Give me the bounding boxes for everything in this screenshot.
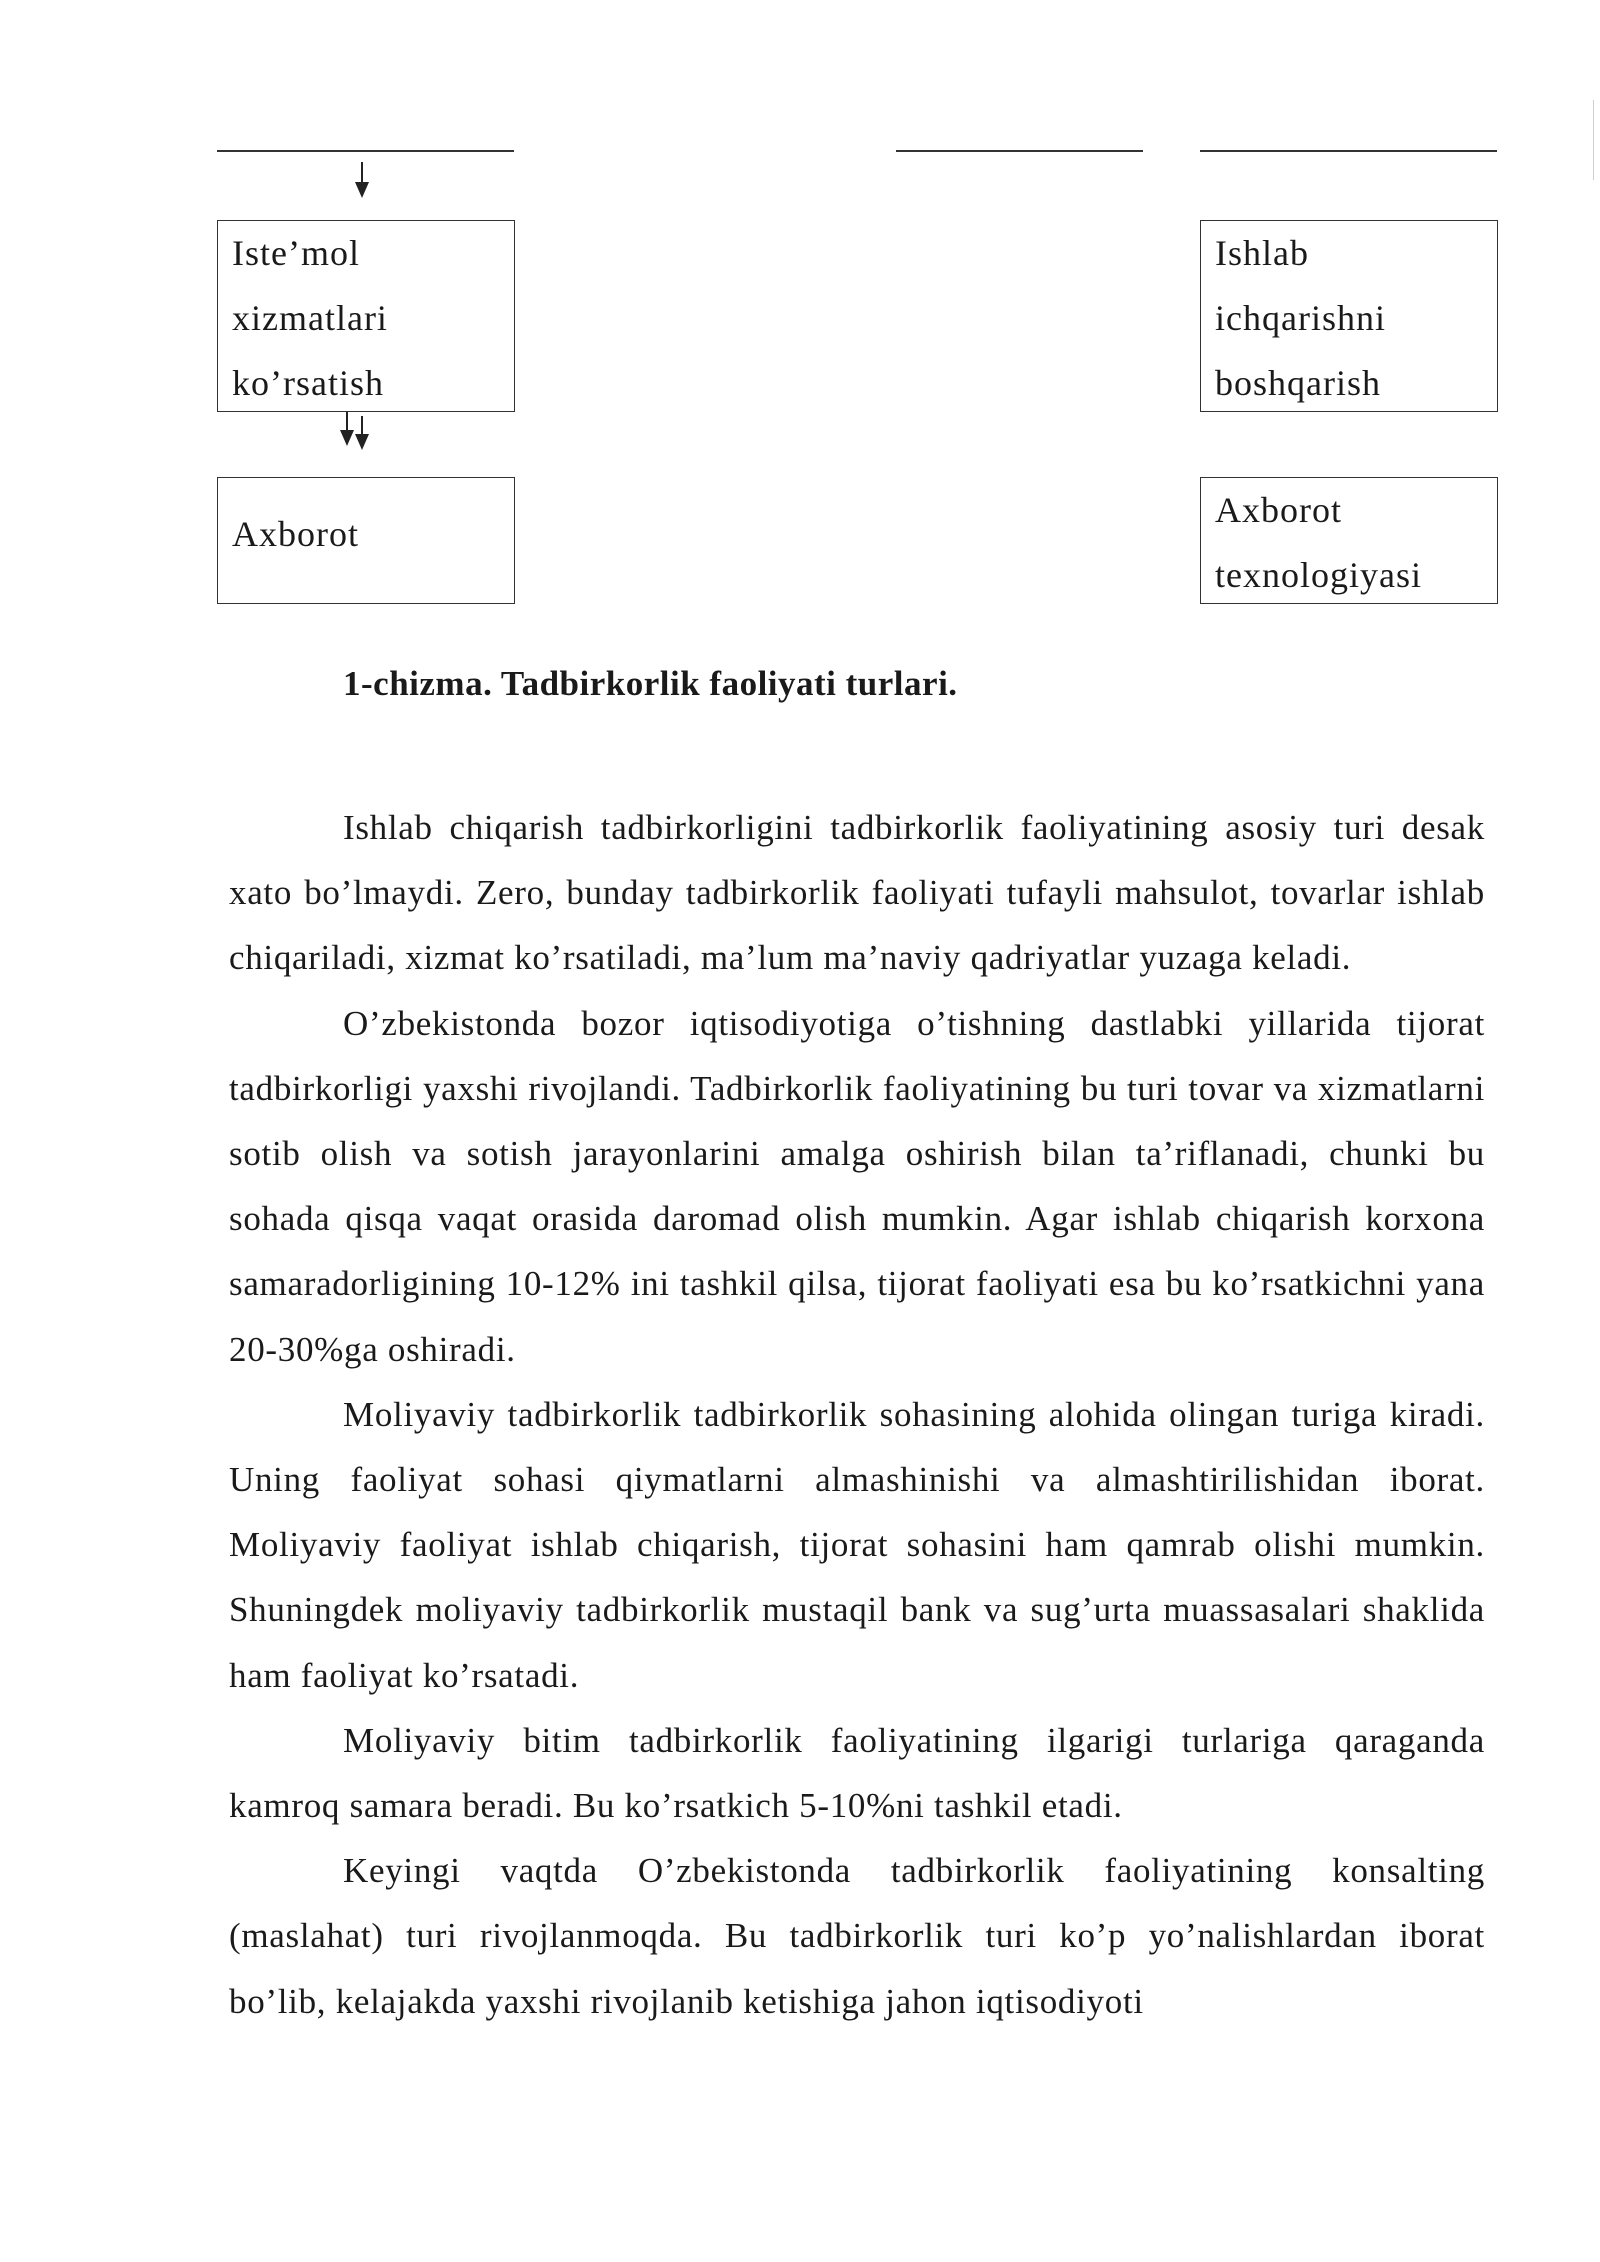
body-text xyxy=(229,795,1485,2034)
box-line: Axborot xyxy=(232,514,359,554)
box-line: Iste’mol xyxy=(232,233,360,273)
arrow-double-down-left xyxy=(340,412,354,446)
paragraph: Moliyaviy tadbirkorlik tadbirkorlik sohasining alohida olingan turiga kiradi. Uning faoliyat sohasi qiymatlarni almashinishi va almashtirilishidan iborat. Moliyaviy faoliyat ishlab chiqarish, tijorat sohasini ham qamrab olishi mumkin. Shuningdek moliyaviy tadbirkorlik mustaqil bank va sug’urta muassasalari shaklida ham faoliyat ko’rsatadi. xyxy=(229,1394,1485,1695)
paragraph: Moliyaviy bitim tadbirkorlik faoliyatining ilgarigi turlariga qaraganda kamroq samara beradi. Bu ko’rsatkich 5-10%ni tashkil etadi. xyxy=(229,1720,1485,1826)
paragraph: Ishlab chiqarish tadbirkorligini tadbirkorlik faoliyatining asosiy turi desak xato bo’lmaydi. Zero, bunday tadbirkorlik faoliyati tufayli mahsulot, tovarlar ishlab chiqariladi, xizmat ko’rsatiladi, ma’lum ma’naviy qadriyatlar yuzaga keladi. xyxy=(229,808,1485,978)
box-line: ko’rsatish xyxy=(232,363,384,403)
box-line: texnologiyasi xyxy=(1215,555,1422,595)
box-line: xizmatlari xyxy=(232,298,388,338)
arrow-double-down-right xyxy=(355,416,369,450)
box-line: Axborot xyxy=(1215,490,1342,530)
box-information xyxy=(217,477,515,604)
box-production-management xyxy=(1200,220,1498,412)
box-information-technology xyxy=(1200,477,1498,604)
box-line: ichqarishni xyxy=(1215,298,1386,338)
box-consumer-services xyxy=(217,220,515,412)
box-line: boshqarish xyxy=(1215,363,1381,403)
figure-caption: 1-chizma. Tadbirkorlik faoliyati turlari. xyxy=(343,664,958,703)
paragraph: Keyingi vaqtda O’zbekistonda tadbirkorlik faoliyatining konsalting (maslahat) turi rivojlanmoqda. Bu tadbirkorlik turi ko’p yo’nalishlardan iborat bo’lib, kelajakda yaxshi rivojlanib ketishiga jahon iqtisodiyoti xyxy=(229,1851,1485,2021)
paragraph: O’zbekistonda bozor iqtisodiyotiga o’tishning dastlabki yillarida tijorat tadbirkorligi yaxshi rivojlandi. Tadbirkorlik faoliyatining bu turi tovar va xizmatlarni sotib olish va sotish jarayonlarini amalga oshirish bilan ta’riflanadi, chunki bu sohada qisqa vaqat orasida daromad olish mumkin. Agar ishlab chiqarish korxona samaradorligining 10-12% ini tashkil qilsa, tijorat faoliyati esa bu ko’rsatkichni yana 20-30%ga oshiradi. xyxy=(229,1003,1485,1369)
box-line: Ishlab xyxy=(1215,233,1309,273)
arrow-top-down xyxy=(355,162,369,198)
